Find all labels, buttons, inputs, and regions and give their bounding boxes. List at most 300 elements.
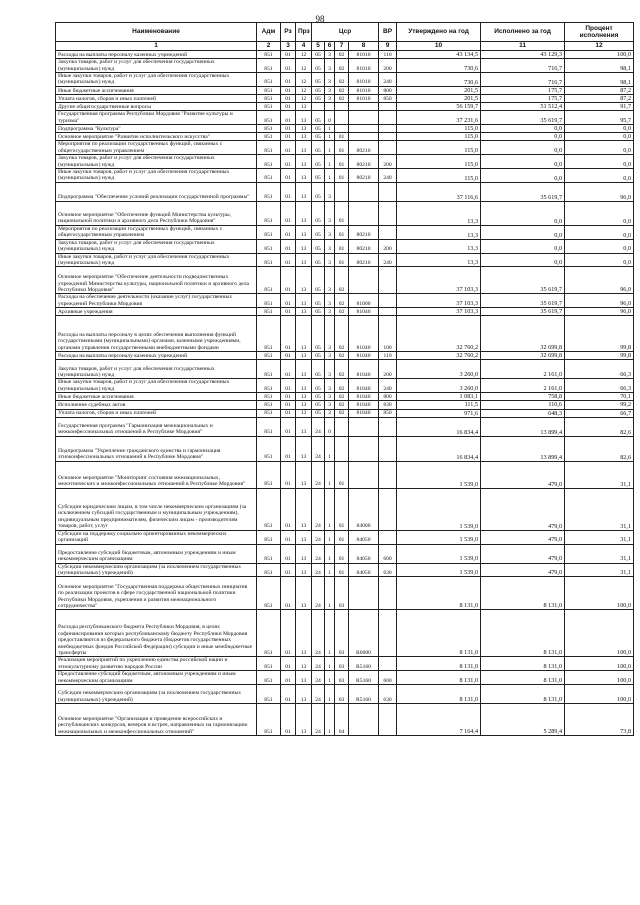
row-csr-event: 01 xyxy=(335,488,349,530)
row-prz: 13 xyxy=(296,577,312,610)
row-executed: 0,0 xyxy=(481,201,565,225)
table-body xyxy=(56,51,634,736)
row-approved: 115,0 xyxy=(397,168,481,182)
row-percent: 96,0 xyxy=(565,182,634,201)
row-prz: 13 xyxy=(296,103,312,111)
row-percent: 31,1 xyxy=(565,461,634,488)
row-csr-subprogram: 1 xyxy=(325,563,335,577)
row-rz: 01 xyxy=(281,401,296,409)
row-vr xyxy=(379,577,397,610)
row-adm: 851 xyxy=(257,577,281,610)
row-name: Закупка товаров, работ и услуг для обеспечения государственных (муниципальных) нужд xyxy=(56,360,257,379)
row-csr-subprogram xyxy=(325,103,335,111)
row-prz: 13 xyxy=(296,704,312,736)
header-approved: Утверждено на год xyxy=(397,23,481,42)
row-adm: 851 xyxy=(257,352,281,360)
row-rz: 01 xyxy=(281,704,296,736)
row-executed: 35 619,7 xyxy=(481,111,565,125)
column-number: 8 xyxy=(349,42,379,51)
table-row xyxy=(56,239,634,253)
row-csr-event: 03 xyxy=(335,685,349,704)
row-rz: 01 xyxy=(281,409,296,417)
row-csr-direction: 81040 xyxy=(349,401,379,409)
row-csr-event: 01 xyxy=(335,225,349,239)
column-numbers-row xyxy=(56,42,634,51)
row-approved: 971,6 xyxy=(397,409,481,417)
row-csr-subprogram: 1 xyxy=(325,685,335,704)
row-approved: 3 260,0 xyxy=(397,360,481,379)
row-rz: 01 xyxy=(281,225,296,239)
row-adm: 851 xyxy=(257,201,281,225)
row-csr-event: 01 xyxy=(335,253,349,267)
row-prz: 13 xyxy=(296,409,312,417)
row-name: Другие общегосударственные вопросы xyxy=(56,103,257,111)
header-csr: Цср xyxy=(312,23,379,42)
row-vr: 240 xyxy=(379,379,397,393)
row-rz: 01 xyxy=(281,239,296,253)
row-rz: 01 xyxy=(281,308,296,316)
row-csr-direction: 81040 xyxy=(349,352,379,360)
row-csr-program: 05 xyxy=(312,401,325,409)
row-csr-event: 01 xyxy=(335,168,349,182)
row-csr-program: 24 xyxy=(312,577,325,610)
row-name: Основное мероприятие "Мониторинг состояния межнациональных, межэтнических и межконфессиональных отношений в Республике Мордовия" xyxy=(56,461,257,488)
row-approved: 1 539,0 xyxy=(397,544,481,563)
table-row xyxy=(56,671,634,685)
row-approved: 43 134,5 xyxy=(397,51,481,59)
row-percent: 73,8 xyxy=(565,704,634,736)
row-adm: 851 xyxy=(257,225,281,239)
row-csr-event: 02 xyxy=(335,316,349,352)
row-prz: 13 xyxy=(296,253,312,267)
row-percent: 100,0 xyxy=(565,685,634,704)
row-csr-program: 24 xyxy=(312,488,325,530)
column-number: 5 xyxy=(312,42,325,51)
row-csr-program: 05 xyxy=(312,59,325,73)
row-csr-subprogram: 3 xyxy=(325,393,335,401)
row-csr-event: 02 xyxy=(335,51,349,59)
row-percent: 0,0 xyxy=(565,155,634,169)
row-name: Субсидии юридическим лицам, в том числе некоммерческим организациям (за исключением субсидий государственным и муниципальным учреждениям), индивидуальным предпринимателям, физическим лицам - производителям товаров, работ, услуг xyxy=(56,488,257,530)
row-csr-subprogram: 1 xyxy=(325,544,335,563)
row-approved: 32 760,2 xyxy=(397,352,481,360)
row-rz: 01 xyxy=(281,417,296,436)
row-name: Подпрограмма "Укрепление гражданского единства и гармонизация этноконфессиональных отношений в Республике Мордовия" xyxy=(56,436,257,461)
row-csr-subprogram: 3 xyxy=(325,409,335,417)
row-csr-direction: 81010 xyxy=(349,86,379,94)
row-csr-subprogram: 1 xyxy=(325,133,335,141)
row-csr-event: 01 xyxy=(335,239,349,253)
row-csr-subprogram: 3 xyxy=(325,72,335,86)
row-percent: 0,0 xyxy=(565,239,634,253)
row-approved: 37 116,6 xyxy=(397,182,481,201)
header-percent: Процент исполнения xyxy=(565,23,634,42)
column-number: 7 xyxy=(335,42,349,51)
table-row xyxy=(56,225,634,239)
row-vr: 630 xyxy=(379,685,397,704)
row-vr: 850 xyxy=(379,409,397,417)
row-percent: 99,2 xyxy=(565,401,634,409)
row-executed: 479,0 xyxy=(481,488,565,530)
row-csr-subprogram: 3 xyxy=(325,308,335,316)
row-vr xyxy=(379,225,397,239)
row-csr-event: 04 xyxy=(335,704,349,736)
table-row xyxy=(56,253,634,267)
row-csr-direction xyxy=(349,267,379,294)
row-vr: 600 xyxy=(379,544,397,563)
row-csr-event xyxy=(335,125,349,133)
row-approved: 115,0 xyxy=(397,141,481,155)
row-prz: 13 xyxy=(296,225,312,239)
header-vr: ВР xyxy=(379,23,397,42)
row-csr-direction xyxy=(349,125,379,133)
row-vr: 830 xyxy=(379,401,397,409)
column-number: 3 xyxy=(281,42,296,51)
row-csr-direction: R0000 xyxy=(349,610,379,657)
row-csr-direction xyxy=(349,133,379,141)
row-vr xyxy=(379,417,397,436)
row-executed: 8 131,0 xyxy=(481,671,565,685)
row-csr-direction xyxy=(349,577,379,610)
row-prz: 13 xyxy=(296,401,312,409)
row-csr-event: 01 xyxy=(335,544,349,563)
row-rz: 01 xyxy=(281,436,296,461)
row-rz: 01 xyxy=(281,657,296,671)
row-name: Закупка товаров, работ и услуг для обеспечения государственных (муниципальных) нужд xyxy=(56,239,257,253)
row-name: Основное мероприятие "Организация и проведение всероссийских и республиканских конкурсов, вечеров и встреч, направленных на гармонизацию межнациональных и межконфессиональных отношений" xyxy=(56,704,257,736)
row-prz: 13 xyxy=(296,294,312,308)
table-row xyxy=(56,168,634,182)
row-percent: 98,1 xyxy=(565,59,634,73)
row-percent: 66,3 xyxy=(565,360,634,379)
row-percent: 0,0 xyxy=(565,133,634,141)
row-executed: 13 899,4 xyxy=(481,417,565,436)
row-executed: 32 699,8 xyxy=(481,352,565,360)
row-csr-program: 05 xyxy=(312,308,325,316)
row-executed: 8 131,0 xyxy=(481,657,565,671)
row-adm: 851 xyxy=(257,168,281,182)
table-row xyxy=(56,133,634,141)
row-prz: 13 xyxy=(296,141,312,155)
row-adm: 851 xyxy=(257,294,281,308)
row-adm: 851 xyxy=(257,72,281,86)
row-name: Мероприятия по реализации государственных функций, связанных с общегосударственным управлением xyxy=(56,141,257,155)
row-rz: 01 xyxy=(281,294,296,308)
row-vr: 240 xyxy=(379,72,397,86)
row-vr: 200 xyxy=(379,155,397,169)
row-csr-subprogram: 1 xyxy=(325,671,335,685)
row-rz: 01 xyxy=(281,125,296,133)
row-csr-direction: 80210 xyxy=(349,155,379,169)
row-approved: 13,3 xyxy=(397,253,481,267)
row-csr-subprogram: 3 xyxy=(325,94,335,102)
row-executed: 0,0 xyxy=(481,155,565,169)
row-adm: 851 xyxy=(257,111,281,125)
row-csr-event: 02 xyxy=(335,86,349,94)
row-csr-program: 05 xyxy=(312,133,325,141)
row-csr-subprogram: 1 xyxy=(325,125,335,133)
row-approved: 32 760,2 xyxy=(397,316,481,352)
row-csr-program: 24 xyxy=(312,704,325,736)
row-csr-subprogram: 3 xyxy=(325,59,335,73)
row-csr-event xyxy=(335,182,349,201)
row-rz: 01 xyxy=(281,253,296,267)
row-prz: 13 xyxy=(296,657,312,671)
row-csr-direction xyxy=(349,182,379,201)
row-prz: 13 xyxy=(296,563,312,577)
row-csr-event: 03 xyxy=(335,577,349,610)
row-adm: 851 xyxy=(257,51,281,59)
table-row xyxy=(56,72,634,86)
row-rz: 01 xyxy=(281,111,296,125)
row-prz: 13 xyxy=(296,239,312,253)
row-name: Предоставление субсидий бюджетным, автономным учреждениям и иным некоммерческим организациям xyxy=(56,544,257,563)
row-approved: 1 539,0 xyxy=(397,563,481,577)
row-csr-program: 24 xyxy=(312,671,325,685)
row-rz: 01 xyxy=(281,544,296,563)
row-approved: 1 083,1 xyxy=(397,393,481,401)
row-percent: 66,7 xyxy=(565,409,634,417)
row-csr-subprogram: 3 xyxy=(325,401,335,409)
row-executed: 35 619,7 xyxy=(481,182,565,201)
row-csr-direction: 80210 xyxy=(349,225,379,239)
row-executed: 175,7 xyxy=(481,94,565,102)
row-executed: 0,0 xyxy=(481,239,565,253)
table-row xyxy=(56,401,634,409)
table-row xyxy=(56,488,634,530)
row-csr-subprogram: 3 xyxy=(325,352,335,360)
table-row xyxy=(56,610,634,657)
row-vr: 800 xyxy=(379,393,397,401)
row-csr-direction: 81010 xyxy=(349,59,379,73)
column-number: 4 xyxy=(296,42,312,51)
row-csr-program: 24 xyxy=(312,461,325,488)
table-row xyxy=(56,436,634,461)
row-csr-direction xyxy=(349,704,379,736)
table-row xyxy=(56,563,634,577)
row-adm: 851 xyxy=(257,239,281,253)
row-adm: 851 xyxy=(257,141,281,155)
table-row xyxy=(56,59,634,73)
row-approved: 8 131,0 xyxy=(397,671,481,685)
row-csr-event: 01 xyxy=(335,461,349,488)
row-approved: 115,0 xyxy=(397,155,481,169)
row-adm: 851 xyxy=(257,417,281,436)
row-rz: 01 xyxy=(281,94,296,102)
row-executed: 35 619,7 xyxy=(481,294,565,308)
row-rz: 01 xyxy=(281,685,296,704)
row-executed: 0,0 xyxy=(481,253,565,267)
row-executed: 0,0 xyxy=(481,141,565,155)
row-prz: 13 xyxy=(296,201,312,225)
row-executed: 479,0 xyxy=(481,461,565,488)
row-csr-direction xyxy=(349,461,379,488)
row-rz: 01 xyxy=(281,168,296,182)
row-percent: 70,1 xyxy=(565,393,634,401)
row-executed: 8 131,0 xyxy=(481,685,565,704)
row-rz: 01 xyxy=(281,133,296,141)
row-name: Мероприятия по реализации государственных функций, связанных с общегосударственным управлением xyxy=(56,225,257,239)
row-prz: 13 xyxy=(296,316,312,352)
row-csr-subprogram: 1 xyxy=(325,530,335,544)
row-percent: 96,0 xyxy=(565,267,634,294)
row-approved: 1 539,0 xyxy=(397,488,481,530)
row-csr-event xyxy=(335,103,349,111)
row-prz: 13 xyxy=(296,436,312,461)
header-rz: Рз xyxy=(281,23,296,42)
row-vr: 110 xyxy=(379,51,397,59)
row-csr-direction: 80210 xyxy=(349,141,379,155)
row-adm: 851 xyxy=(257,393,281,401)
table-row xyxy=(56,577,634,610)
column-number: 12 xyxy=(565,42,634,51)
row-rz: 01 xyxy=(281,141,296,155)
row-executed: 5 289,4 xyxy=(481,704,565,736)
header-executed: Исполнено за год xyxy=(481,23,565,42)
row-approved: 13,3 xyxy=(397,201,481,225)
row-vr xyxy=(379,704,397,736)
row-vr xyxy=(379,461,397,488)
row-csr-subprogram: 0 xyxy=(325,111,335,125)
row-percent: 0,0 xyxy=(565,168,634,182)
row-approved: 37 103,3 xyxy=(397,267,481,294)
row-name: Иные бюджетные ассигнования xyxy=(56,86,257,94)
row-csr-direction: 81040 xyxy=(349,409,379,417)
row-executed: 175,7 xyxy=(481,86,565,94)
row-percent: 66,3 xyxy=(565,379,634,393)
row-vr xyxy=(379,103,397,111)
row-executed: 35 619,7 xyxy=(481,267,565,294)
row-csr-event xyxy=(335,436,349,461)
row-executed: 0,0 xyxy=(481,133,565,141)
row-csr-event: 03 xyxy=(335,671,349,685)
row-approved: 16 834,4 xyxy=(397,436,481,461)
row-vr: 240 xyxy=(379,253,397,267)
row-vr xyxy=(379,267,397,294)
table-row xyxy=(56,360,634,379)
row-csr-subprogram: 1 xyxy=(325,488,335,530)
table-row xyxy=(56,111,634,125)
row-approved: 13,3 xyxy=(397,239,481,253)
table-row xyxy=(56,308,634,316)
row-csr-event: 02 xyxy=(335,360,349,379)
row-adm: 851 xyxy=(257,685,281,704)
row-csr-event: 02 xyxy=(335,401,349,409)
row-name: Основное мероприятие "Обеспечение деятельности подведомственных учреждений Министерства культуры, национальной политики и архивного дела Республики Мордовия" xyxy=(56,267,257,294)
row-rz: 01 xyxy=(281,201,296,225)
row-name: Основное мероприятие "Государственная поддержка общественных инициатив по реализации проектов в сфере государственной национальной политики Республики Мордовия, укрепления и развития межнационального сотрудничества" xyxy=(56,577,257,610)
row-approved: 115,0 xyxy=(397,133,481,141)
row-csr-subprogram: 3 xyxy=(325,379,335,393)
row-name: Иные закупки товаров, работ и услуг для обеспечения государственных (муниципальных) нужд xyxy=(56,72,257,86)
row-name: Государственная программа "Гармонизация межнациональных и межконфессиональных отношений в Республике Мордовия" xyxy=(56,417,257,436)
row-csr-program: 05 xyxy=(312,239,325,253)
row-vr xyxy=(379,294,397,308)
row-rz: 01 xyxy=(281,393,296,401)
row-name: Иные закупки товаров, работ и услуг для обеспечения государственных (муниципальных) нужд xyxy=(56,253,257,267)
table-row xyxy=(56,267,634,294)
row-prz: 13 xyxy=(296,125,312,133)
row-approved: 13,3 xyxy=(397,225,481,239)
row-csr-direction xyxy=(349,111,379,125)
row-csr-direction: 84050 xyxy=(349,544,379,563)
row-adm: 851 xyxy=(257,379,281,393)
row-csr-event: 01 xyxy=(335,141,349,155)
row-vr: 850 xyxy=(379,94,397,102)
row-prz: 13 xyxy=(296,488,312,530)
row-csr-subprogram: 3 xyxy=(325,201,335,225)
row-prz: 13 xyxy=(296,530,312,544)
row-name: Расходы на выплаты персоналу в целях обеспечения выполнения функций государственными (муниципальными) органами, казенными учреждениями, органами управления государственными внебюджетными фондами xyxy=(56,316,257,352)
row-prz: 12 xyxy=(296,86,312,94)
row-csr-program: 24 xyxy=(312,544,325,563)
row-percent: 99,8 xyxy=(565,316,634,352)
row-csr-event xyxy=(335,111,349,125)
row-adm: 851 xyxy=(257,436,281,461)
table-row xyxy=(56,201,634,225)
row-percent: 31,1 xyxy=(565,563,634,577)
row-approved: 730,6 xyxy=(397,59,481,73)
row-prz: 13 xyxy=(296,182,312,201)
row-rz: 01 xyxy=(281,671,296,685)
row-prz: 13 xyxy=(296,155,312,169)
row-adm: 851 xyxy=(257,563,281,577)
row-vr xyxy=(379,610,397,657)
row-name: Уплата налогов, сборов и иных платежей xyxy=(56,94,257,102)
row-executed: 0,0 xyxy=(481,125,565,133)
row-prz: 13 xyxy=(296,308,312,316)
row-approved: 37 231,6 xyxy=(397,111,481,125)
row-csr-program: 05 xyxy=(312,72,325,86)
row-percent: 100,0 xyxy=(565,657,634,671)
row-approved: 1 539,0 xyxy=(397,530,481,544)
row-percent: 82,6 xyxy=(565,436,634,461)
row-percent: 95,7 xyxy=(565,111,634,125)
row-csr-program: 05 xyxy=(312,294,325,308)
row-prz: 13 xyxy=(296,267,312,294)
row-csr-event: 02 xyxy=(335,379,349,393)
row-csr-direction: 81040 xyxy=(349,379,379,393)
row-name: Субсидии некоммерческим организациям (за исключением государственных (муниципальных) учреждений) xyxy=(56,685,257,704)
row-csr-event: 01 xyxy=(335,530,349,544)
row-csr-direction: R5160 xyxy=(349,657,379,671)
row-approved: 1 539,0 xyxy=(397,461,481,488)
row-csr-program: 05 xyxy=(312,168,325,182)
row-csr-program: 05 xyxy=(312,51,325,59)
row-percent: 100,0 xyxy=(565,51,634,59)
row-csr-direction: 81010 xyxy=(349,94,379,102)
row-approved: 37 103,3 xyxy=(397,294,481,308)
row-csr-event: 03 xyxy=(335,610,349,657)
row-name: Субсидии на поддержку социально ориентированных некоммерческих организаций xyxy=(56,530,257,544)
row-csr-event: 02 xyxy=(335,267,349,294)
row-rz: 01 xyxy=(281,59,296,73)
row-name: Расходы на выплаты персоналу казенных учреждений xyxy=(56,51,257,59)
row-csr-program: 24 xyxy=(312,685,325,704)
row-name: Расходы на выплаты персоналу казенных учреждений xyxy=(56,352,257,360)
row-csr-subprogram: 1 xyxy=(325,610,335,657)
row-csr-program: 05 xyxy=(312,253,325,267)
row-executed: 8 131,0 xyxy=(481,610,565,657)
row-approved: 201,5 xyxy=(397,86,481,94)
row-approved: 8 131,0 xyxy=(397,610,481,657)
table-row xyxy=(56,294,634,308)
row-rz: 01 xyxy=(281,577,296,610)
row-adm: 851 xyxy=(257,488,281,530)
row-name: Субсидии некоммерческим организациям (за исключением государственных (муниципальных) учреждений) xyxy=(56,563,257,577)
row-csr-program: 24 xyxy=(312,530,325,544)
header-name: Наименование xyxy=(56,23,257,42)
